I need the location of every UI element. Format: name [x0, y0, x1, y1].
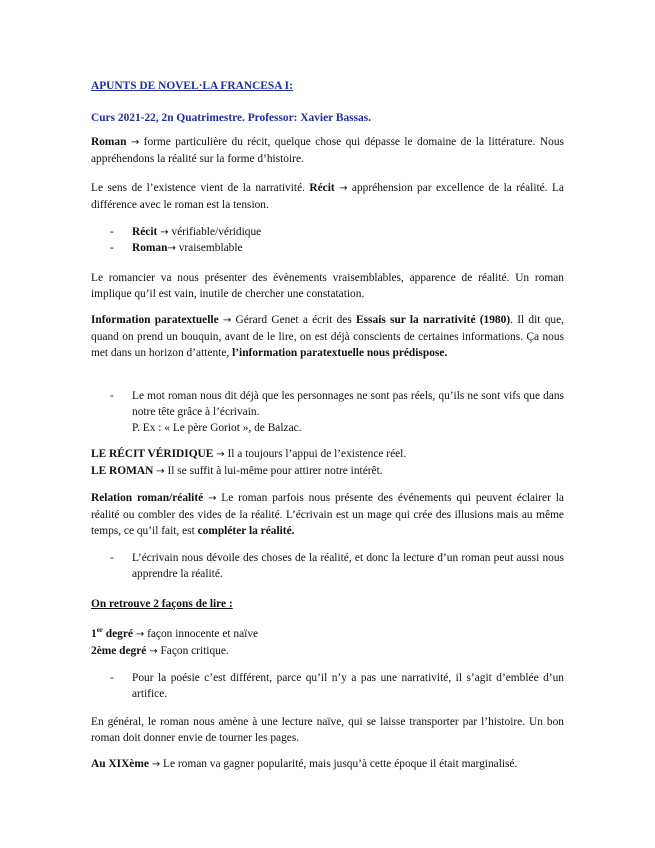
paragraph-roman: Roman → forme particulière du récit, quelque chose qui dépasse le domaine de la littérature. Nous appréhendons la réalité sur la forme d’histoire. — [91, 136, 564, 165]
paragraph-degres: 1er degré → façon innocente et naïve 2ème degré → Façon critique. — [91, 626, 259, 657]
arrow-icon: → — [208, 493, 217, 504]
arrow-icon: → — [222, 315, 232, 326]
list-item: - Récit → vérifiable/véridique — [110, 226, 262, 238]
paragraph-relation: Relation roman/réalité → Le roman parfois nous présente des événements qui peuvent éclairer la réalité ou combler des vides de la réalité. L’écrivain est un mage qui crée des illusions mais au même temps, ce qu’il fait, est compléter la réalité. — [91, 492, 564, 537]
paragraph-general: En général, le roman nous amène à une lecture naïve, qui se laisse transporter par l’histoire. Un bon roman doit donner envie de tourner les pages. — [91, 716, 564, 744]
paragraph-information-paratextuelle: Information paratextuelle → Gérard Genet a écrit des Essais sur la narrativité (1980). Il dit que, quand on prend un bouquin, avant de le lire, on est déjà conscients de certaines informations. Ça nous met dans un horizon d’attente, l’information paratextuelle nous prédispose. — [91, 314, 564, 359]
arrow-icon: → — [160, 227, 169, 238]
arrow-icon: → — [167, 243, 176, 254]
list-item: - Roman→ vraisemblable — [110, 242, 243, 254]
arrow-icon: → — [339, 183, 348, 194]
arrow-icon: → — [135, 629, 145, 640]
arrow-icon: → — [216, 449, 225, 460]
list-item: - L’écrivain nous dévoile des choses de la réalité, et donc la lecture d’un roman peut aussi nous apprendre la réalité. — [110, 552, 564, 580]
paragraph-xix: Au XIXème → Le roman va gagner popularité, mais jusqu’à cette époque il était marginalisé. — [91, 758, 518, 770]
paragraph-romancier: Le romancier va nous présenter des évènements vraisemblables, apparence de réalité. Un roman implique qu’il est vain, inutile de chercher une constatation. — [91, 272, 564, 300]
paragraph-recit-veridique: LE RÉCIT VÉRIDIQUE → Il a toujours l’appui de l’existence réel. LE ROMAN → Il se suffit à lui-même pour attirer notre intérêt. — [91, 448, 407, 477]
list-item: - Le mot roman nous dit déjà que les personnages ne sont pas réels, qu’ils ne sont vifs que dans notre tête grâce à l’écrivain. P. Ex : « Le père Goriot », de Balzac. — [110, 390, 564, 434]
document-title: APUNTS DE NOVEL·LA FRANCESA I: — [91, 80, 293, 92]
arrow-icon: → — [149, 646, 158, 657]
document-subtitle: Curs 2021-22, 2n Quatrimestre. Professor: Xavier Bassas. — [91, 112, 371, 124]
section-heading: On retrouve 2 façons de lire : — [91, 598, 233, 610]
list-item: - Pour la poésie c’est différent, parce qu’il n’y a pas une narrativité, il s’agit d’emblée d’un artifice. — [110, 672, 564, 700]
arrow-icon: → — [156, 466, 165, 477]
arrow-icon: → — [130, 137, 140, 148]
paragraph-sens: Le sens de l’existence vient de la narrativité. Récit → appréhension par excellence de la réalité. La différence avec le roman est la tension. — [91, 182, 564, 211]
arrow-icon: → — [151, 759, 161, 770]
